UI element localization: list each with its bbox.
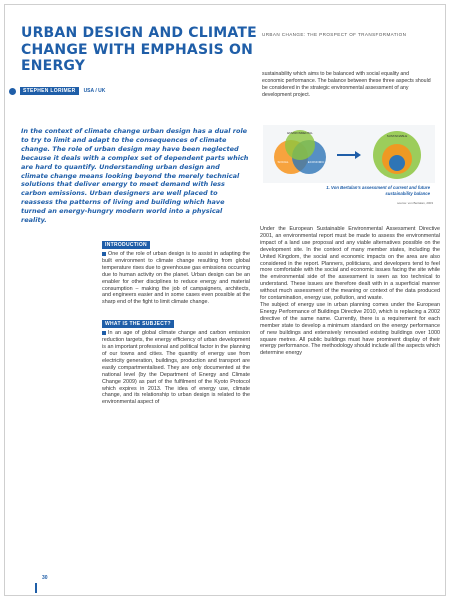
page-marker xyxy=(35,583,37,593)
page-sheet xyxy=(4,4,446,596)
page-number: 30 xyxy=(42,575,48,581)
right-column xyxy=(260,226,440,357)
econ-label: ECONOMIC xyxy=(307,160,325,164)
article-title: URBAN DESIGN AND CLIMATE CHANGE WITH EMPHASIS ON ENERGY xyxy=(21,25,257,74)
section-body xyxy=(102,251,250,306)
section-text: One of the role of urban design is to assist in adapting the built environment to climate change resulting from global temperature rises due to greenhouse gas emissions occurring due to human activity on the planet. Urban design can be an enabler for other disciplines to reduce energy and material consumption – making the job of campaigners, architects, and engineers easier and in some cases even possible at the sharp end of the fight to limit climate change. xyxy=(102,251,250,306)
sustainable-label: SUSTAINABLE xyxy=(386,134,408,138)
section-heading: INTRODUCTION xyxy=(102,241,150,249)
section-heading: WHAT IS THE SUBJECT? xyxy=(102,320,174,328)
intro-paragraph: In the context of climate change urban design has a dual role to try to limit and adapt to the consequences of climate change. The role of urban design may have been neglected because it deals with a complex set of dependent parts which are hard to quantify. Understanding urban design and climate change means looking beyond the merely technical solutions that deliver energy to meet demand with less carbon emissions. Urban designers are well placed to reassess the patterns of living and building which have turned an energy-hungry modern world into a physical reality. xyxy=(21,127,249,225)
figure-caption: 1. Von Bertalan's assessment of current and future sustainability balance xyxy=(326,185,430,196)
square-bullet-icon xyxy=(102,331,106,335)
right-paragraph: The subject of energy use in urban planning comes under the European Energy Performance of Buildings Directive 2010, which is replacing a 2002 directive of the same name. Currently, there is a requirement for each member state to develop a minimum standard on the energy performance of new buildings and extensively renovated existing buildings over 1000 square metres. All public buildings must have prominent display of their energy performance. The methodology should include all the aspects which determine energy xyxy=(260,301,440,357)
sustainability-diagram xyxy=(263,125,435,183)
author-line xyxy=(9,87,105,95)
author-name: STEPHEN LORIMER xyxy=(20,87,79,95)
future-balance-diagram xyxy=(373,131,421,179)
right-paragraph: Under the European Sustainable Environmental Assessment Directive 2001, an environmental report must be made to assess the environmental impact of a land use proposal and any viable alternatives possible on the development site. In the context of many member states, including the United Kingdom, the social and economic impacts on the area are also considered in the report. Planners, politicians, and developers tend to feel more comfortable with the social and economic issues facing the site while the environmental side of the assessment is seen as too technical to understand. These issues are therefore dealt with in a superficial manner without much assessment of the meaning or context of the data produced for contamination, energy use, pollution, and waste. xyxy=(260,226,440,302)
social-label: SOCIAL xyxy=(277,160,289,164)
running-head: URBAN CHANGE: THE PROSPECT OF TRANSFORMATION xyxy=(262,32,407,37)
section-subject xyxy=(102,312,250,406)
section-introduction xyxy=(102,233,250,306)
bullet-dot-icon xyxy=(9,88,16,95)
section-text: In an age of global climate change and carbon emission reduction targets, the energy efficiency of urban development is an important professional and political factor in the planning of our towns and cities. The quantity of energy use from electricity generation, buildings, production and transport are easily compartmentalised. They are only documented at the national level (by the Department of Energy and Climate Change 2009) as part of the fulfilment of the Kyoto Protocol which expires in 2013. The idea of energy use, climate change, and its relationship to urban design is related to the environmental aspect of xyxy=(102,330,250,406)
left-column xyxy=(102,233,250,406)
figure-credit: source: von Bertalan, 2003 xyxy=(397,201,433,205)
right-top-paragraph: sustainability which aims to be balanced with social equality and economic performance. The balance between these three aspects should be considered in the strategic environmental assessment of any development project. xyxy=(262,71,431,98)
square-bullet-icon xyxy=(102,252,106,256)
inner-economic-circle xyxy=(389,155,405,171)
author-location: USA / UK xyxy=(83,88,106,94)
section-body xyxy=(102,330,250,406)
env-label: ENVIRONMENTAL xyxy=(287,131,313,135)
